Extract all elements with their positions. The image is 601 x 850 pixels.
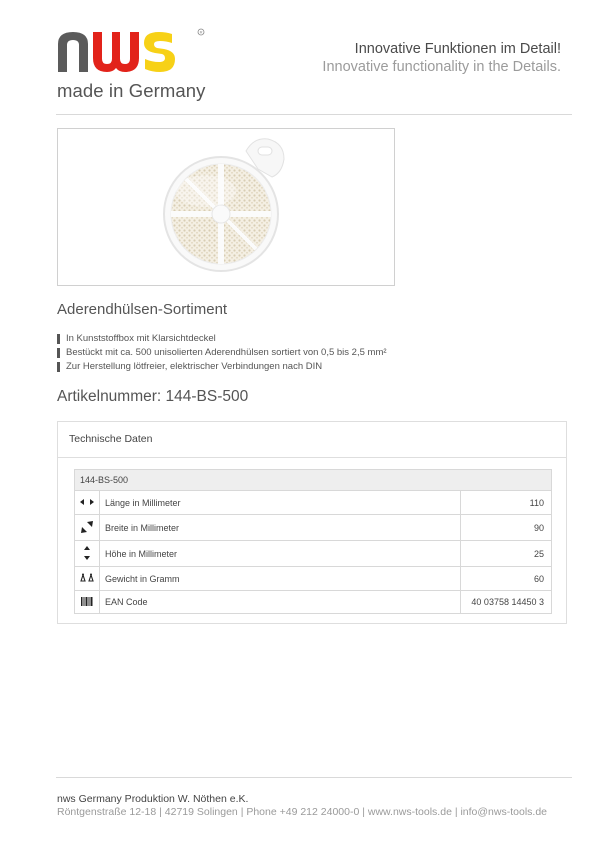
product-image: [58, 129, 394, 285]
tagline-german: Innovative Funktionen im Detail!: [354, 41, 561, 57]
technical-data-panel: [57, 421, 567, 624]
product-title: Aderendhülsen-Sortiment: [57, 301, 228, 318]
table-row: [75, 591, 552, 614]
spec-table: [74, 469, 552, 614]
spec-label: Breite in Millimeter: [100, 515, 461, 541]
svg-text:R: R: [199, 29, 203, 35]
footer-divider: [56, 777, 572, 778]
weight-icon: [75, 567, 100, 591]
feature-item: Zur Herstellung lötfreier, elektrischer Verbindungen nach DIN: [57, 360, 387, 374]
spec-label: Gewicht in Gramm: [100, 567, 461, 591]
spec-value: 110: [461, 491, 552, 515]
header-divider: [56, 114, 572, 115]
nws-logo-wordmark: [56, 26, 206, 74]
length-arrows-icon: [75, 491, 100, 515]
spec-value: 60: [461, 567, 552, 591]
table-row: [75, 491, 552, 515]
footer-company: nws Germany Produktion W. Nöthen e.K.: [57, 793, 249, 805]
spec-label: EAN Code: [100, 591, 461, 614]
footer-address: Röntgenstraße 12-18 | 42719 Solingen | Phone +49 212 24000-0 | www.nws-tools.de | info@nws-tools.de: [57, 806, 547, 818]
barcode-icon: [75, 591, 100, 614]
spec-value: 40 03758 14450 3: [461, 591, 552, 614]
tagline-english: Innovative functionality in the Details.: [322, 59, 561, 75]
article-number: Artikelnummer: 144-BS-500: [57, 388, 249, 405]
feature-item: In Kunststoffbox mit Klarsichtdeckel: [57, 332, 387, 346]
spec-value: 90: [461, 515, 552, 541]
spec-value: 25: [461, 541, 552, 567]
width-arrows-icon: [75, 515, 100, 541]
table-row: [75, 515, 552, 541]
feature-item: Bestückt mit ca. 500 unisolierten Aderendhülsen sortiert von 0,5 bis 2,5 mm²: [57, 346, 387, 360]
spec-table-header: 144-BS-500: [75, 470, 552, 491]
table-row: [75, 541, 552, 567]
spec-label: Länge in Millimeter: [100, 491, 461, 515]
feature-list: [57, 332, 387, 374]
tagline: [322, 40, 561, 76]
spec-table-header-row: [75, 470, 552, 491]
height-arrows-icon: [75, 541, 100, 567]
product-image-frame: [57, 128, 395, 286]
technical-data-heading: Technische Daten: [58, 422, 566, 458]
spec-label: Höhe in Millimeter: [100, 541, 461, 567]
table-row: [75, 567, 552, 591]
nws-logo: [56, 26, 206, 104]
made-in-germany-text: made in Germany: [57, 80, 206, 101]
